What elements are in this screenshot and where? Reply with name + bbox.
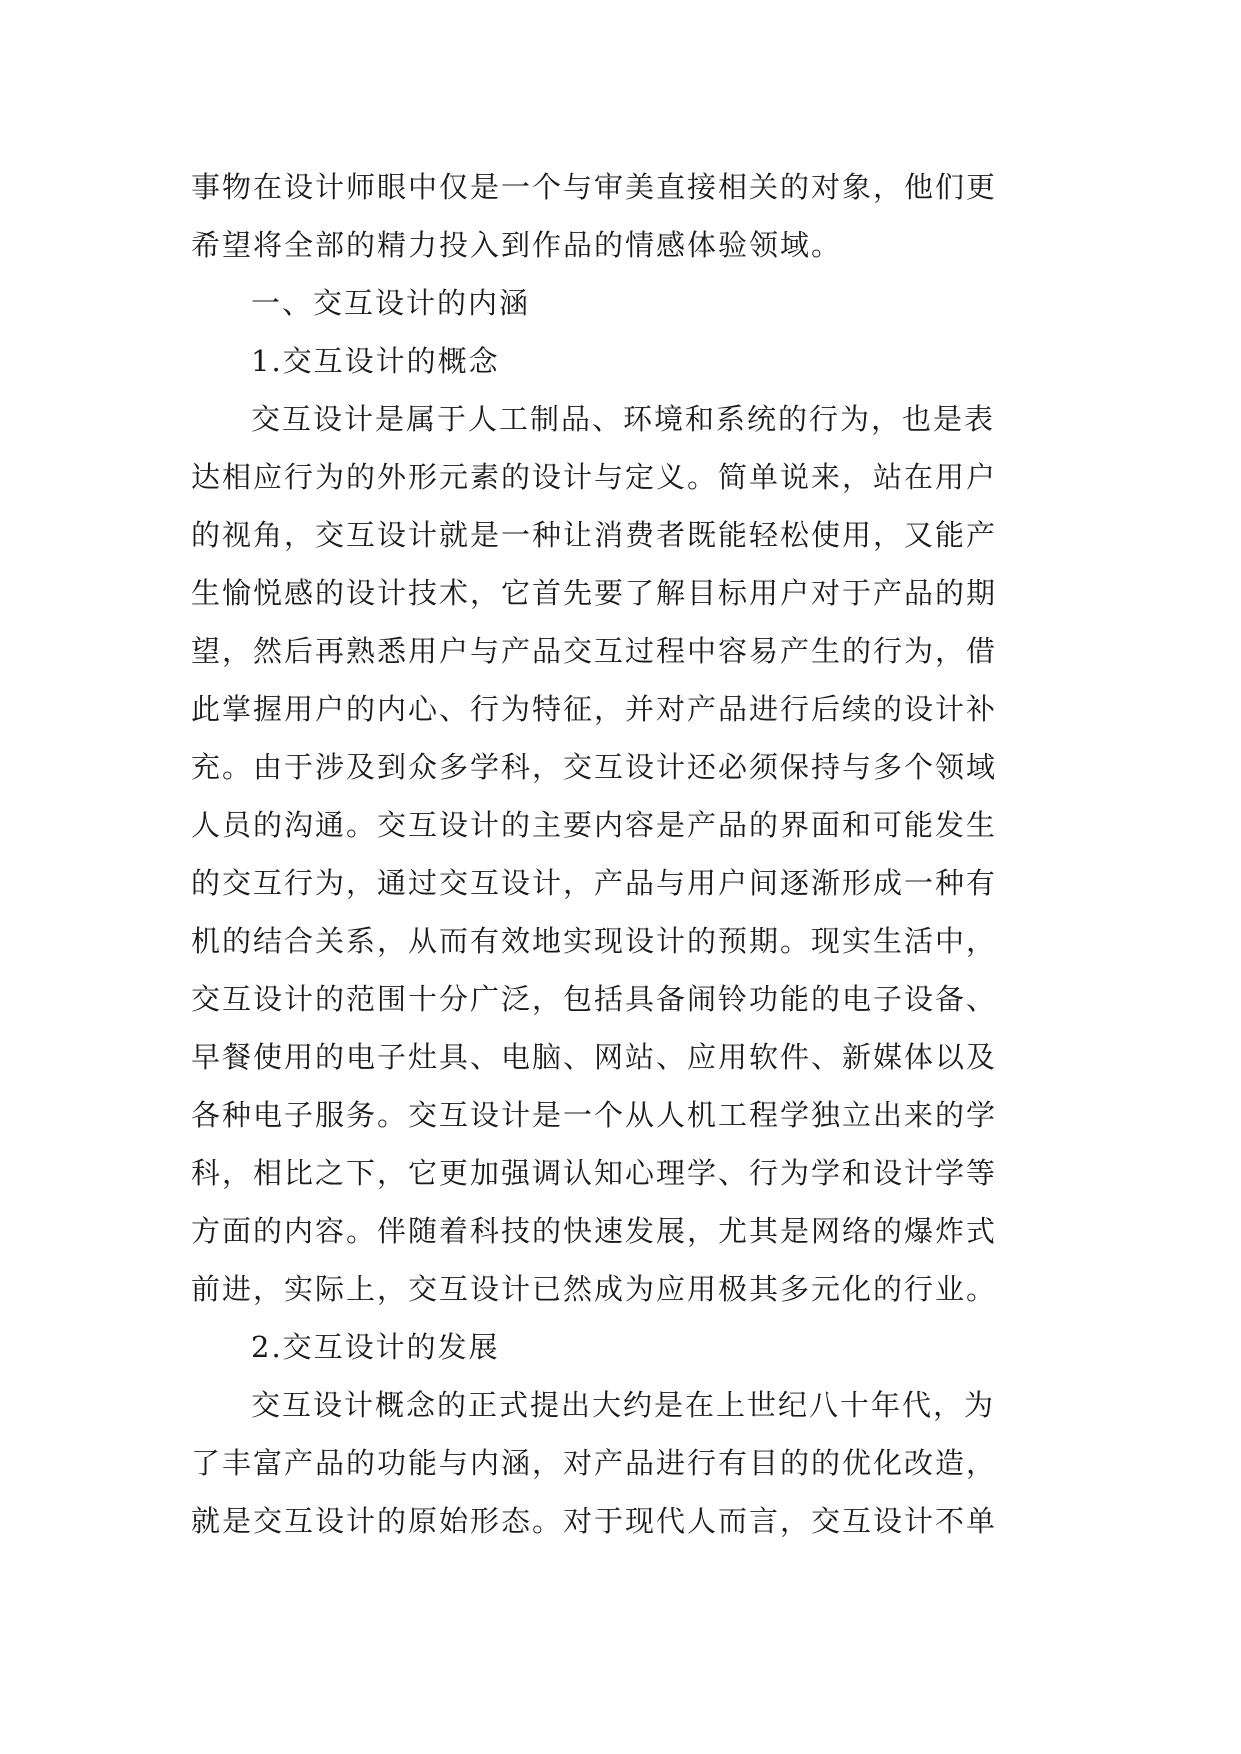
text-line: 了丰富产品的功能与内涵，对产品进行有目的的优化改造，: [191, 1446, 998, 1480]
section-heading: 一、交互设计的内涵: [251, 286, 531, 320]
text-line: 生愉悦感的设计技术，它首先要了解目标用户对于产品的期: [191, 576, 998, 610]
text-line: 希望将全部的精力投入到作品的情感体验领域。: [191, 228, 843, 262]
text-line: 机的结合关系，从而有效地实现设计的预期。现实生活中，: [191, 924, 998, 958]
text-line: 交互设计概念的正式提出大约是在上世纪八十年代，为: [251, 1388, 996, 1422]
text-line: 交互设计是属于人工制品、环境和系统的行为，也是表: [251, 402, 996, 436]
text-line: 就是交互设计的原始形态。对于现代人而言，交互设计不单: [191, 1504, 998, 1538]
document-body: [191, 158, 1051, 1550]
text-line: 的视角，交互设计就是一种让消费者既能轻松使用，又能产: [191, 518, 998, 552]
text-line: 的交互行为，通过交互设计，产品与用户间逐渐形成一种有: [191, 866, 998, 900]
text-line: 事物在设计师眼中仅是一个与审美直接相关的对象，他们更: [191, 170, 998, 204]
text-line: 方面的内容。伴随着科技的快速发展，尤其是网络的爆炸式: [191, 1214, 998, 1248]
text-line: 此掌握用户的内心、行为特征，并对产品进行后续的设计补: [191, 692, 998, 726]
text-line: 充。由于涉及到众多学科，交互设计还必须保持与多个领域: [191, 750, 998, 784]
text-line: 科，相比之下，它更加强调认知心理学、行为学和设计学等: [191, 1156, 998, 1190]
text-line: 达相应行为的外形元素的设计与定义。简单说来，站在用户: [191, 460, 998, 494]
text-line: 交互设计的范围十分广泛，包括具备闹铃功能的电子设备、: [191, 982, 998, 1016]
text-line: 各种电子服务。交互设计是一个从人机工程学独立出来的学: [191, 1098, 998, 1132]
subsection-heading: 1.交互设计的概念: [251, 344, 500, 378]
subsection-heading: 2.交互设计的发展: [251, 1330, 500, 1364]
text-line: 早餐使用的电子灶具、电脑、网站、应用软件、新媒体以及: [191, 1040, 998, 1074]
text-line: 前进，实际上，交互设计已然成为应用极其多元化的行业。: [191, 1272, 998, 1306]
text-line: 人员的沟通。交互设计的主要内容是产品的界面和可能发生: [191, 808, 998, 842]
text-line: 望，然后再熟悉用户与产品交互过程中容易产生的行为，借: [191, 634, 998, 668]
